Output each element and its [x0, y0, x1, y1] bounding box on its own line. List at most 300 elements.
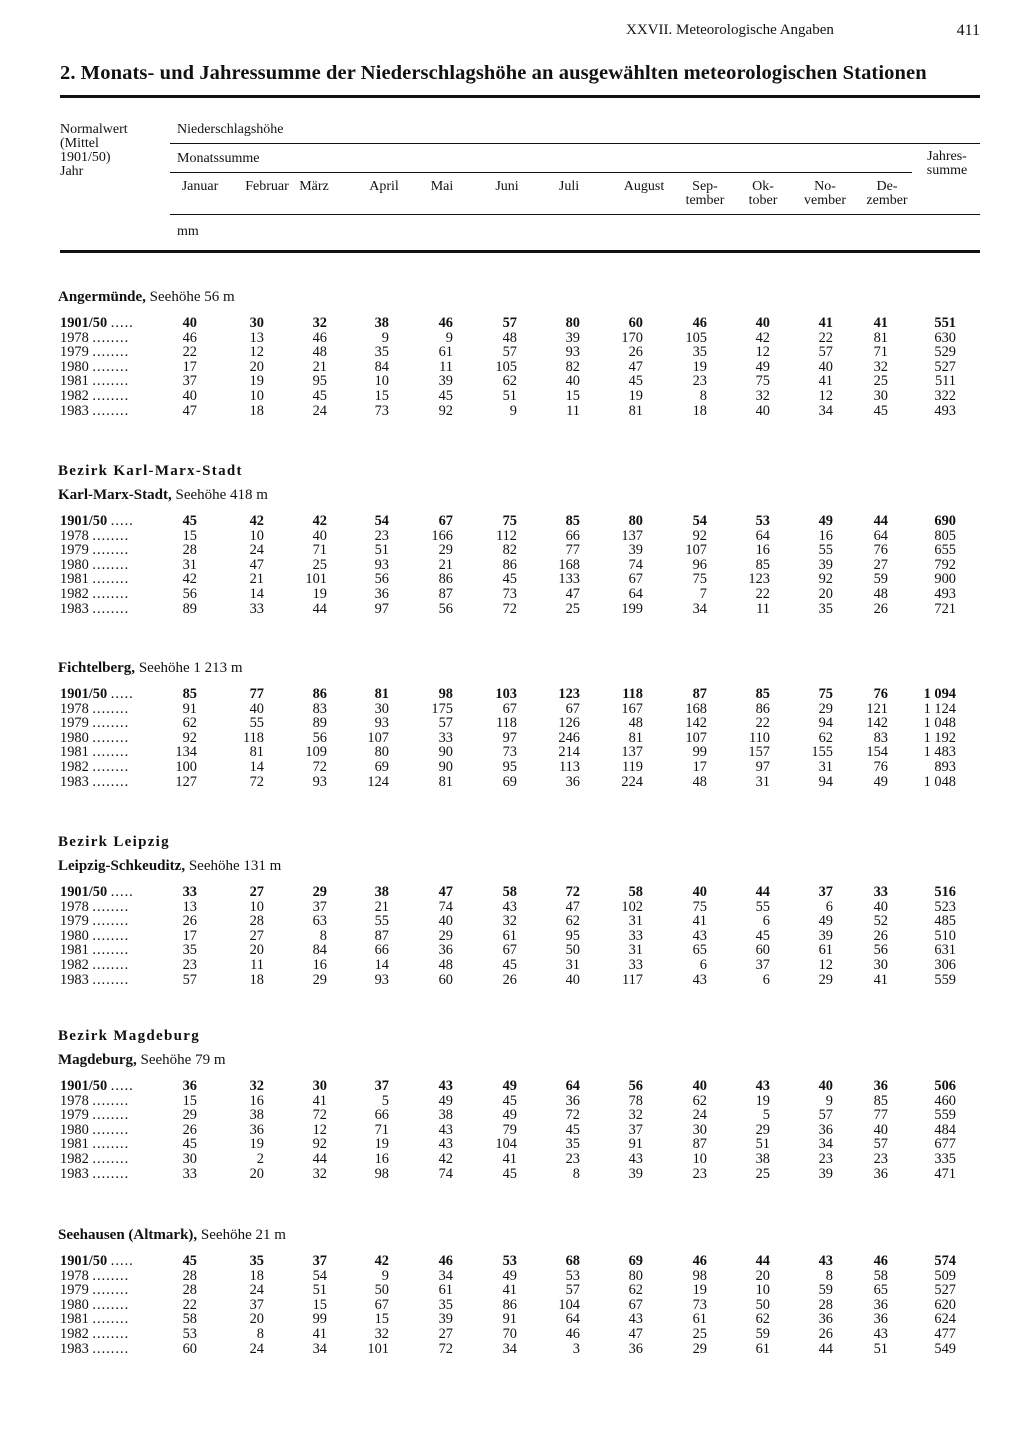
cell-month-12: 49 [873, 773, 888, 790]
cell-month-4: 15 [374, 388, 389, 404]
cell-month-8: 33 [628, 957, 643, 973]
cell-month-1: 23 [182, 957, 197, 973]
table-row [0, 1298, 1024, 1313]
cell-month-10: 22 [755, 586, 770, 602]
cell-month-9: 24 [692, 1107, 707, 1124]
table-row [0, 1094, 1024, 1109]
row-year-label: 1982 [60, 1152, 89, 1167]
cell-month-6: 51 [502, 388, 517, 404]
cell-month-2: 30 [249, 315, 264, 331]
row-leader-dots: ..... [110, 514, 134, 529]
row-year-label: 1983 [60, 774, 89, 790]
cell-month-6: 45 [502, 957, 517, 973]
cell-annual-sum: 322 [934, 388, 956, 404]
cell-month-12: 36 [873, 1165, 888, 1182]
cell-month-4: 124 [367, 773, 389, 790]
cell-month-3: 84 [312, 942, 327, 959]
row-year-label: 1979 [60, 543, 89, 558]
cell-month-11: 94 [818, 715, 833, 732]
cell-month-5: 29 [438, 542, 453, 559]
cell-month-12: 32 [873, 358, 888, 375]
cell-annual-sum: 655 [934, 542, 956, 559]
cell-month-8: 26 [628, 344, 643, 361]
cell-month-10: 6 [762, 913, 770, 930]
table-row [0, 885, 1024, 900]
row-year-label: 1978 [60, 899, 89, 915]
cell-month-2: 27 [249, 927, 264, 944]
row-leader-dots: ........ [92, 1283, 130, 1298]
row-leader-dots: ........ [92, 716, 130, 731]
row-year-label: 1979 [60, 716, 89, 731]
row-year-label: 1979 [60, 914, 89, 929]
cell-month-8: 60 [628, 315, 643, 331]
cell-month-4: 10 [374, 373, 389, 390]
row-leader-dots: ........ [92, 972, 130, 988]
cell-month-5: 38 [438, 1107, 453, 1124]
cell-month-1: 33 [182, 884, 197, 900]
cell-month-9: 87 [692, 1136, 707, 1153]
cell-month-6: 79 [502, 1121, 517, 1138]
cell-annual-sum: 559 [934, 1107, 956, 1124]
cell-month-5: 87 [438, 586, 453, 602]
station-heading [58, 289, 235, 306]
cell-month-9: 107 [685, 729, 707, 746]
cell-annual-sum: 792 [934, 556, 956, 573]
table-title: 2. Monats- und Jahressumme der Niederschlagshöhe an ausgewählten meteorologischen Stationen [60, 62, 927, 84]
cell-month-5: 29 [438, 927, 453, 944]
cell-month-1: 57 [182, 971, 197, 988]
cell-month-5: 27 [438, 1326, 453, 1342]
cell-month-4: 32 [374, 1326, 389, 1342]
cell-annual-sum: 527 [934, 358, 956, 375]
cell-annual-sum: 460 [934, 1092, 956, 1109]
cell-month-10: 6 [762, 971, 770, 988]
cell-month-5: 72 [438, 1340, 453, 1357]
month-header-9-line-2: tember [685, 193, 725, 208]
cell-month-5: 81 [438, 773, 453, 790]
cell-month-4: 14 [374, 957, 389, 973]
station-elevation: Seehöhe 56 m [149, 289, 235, 305]
cell-annual-sum: 900 [934, 571, 956, 588]
cell-month-4: 9 [381, 329, 389, 346]
cell-month-12: 58 [873, 1267, 888, 1284]
cell-month-2: 37 [249, 1296, 264, 1313]
cell-month-11: 57 [818, 1107, 833, 1124]
month-header-11-line-2: vember [804, 193, 846, 208]
cell-month-11: 36 [818, 1311, 833, 1328]
cell-month-4: 80 [374, 744, 389, 761]
cell-month-4: 21 [374, 898, 389, 915]
cell-annual-sum: 493 [934, 402, 956, 419]
row-year-label: 1980 [60, 730, 89, 746]
cell-month-2: 21 [249, 571, 264, 588]
cell-month-1: 60 [182, 1340, 197, 1357]
cell-month-4: 23 [374, 527, 389, 544]
cell-month-2: 20 [249, 1311, 264, 1328]
cell-month-5: 98 [438, 686, 453, 702]
header-bottom-rule [60, 250, 980, 253]
cell-month-2: 11 [250, 957, 264, 973]
cell-month-8: 47 [628, 1326, 643, 1342]
header-group-label: Niederschlagshöhe [177, 122, 284, 137]
cell-month-8: 224 [621, 773, 643, 790]
cell-month-7: 53 [565, 1267, 580, 1284]
cell-month-4: 73 [374, 402, 389, 419]
row-leader-dots: ........ [92, 1152, 130, 1167]
cell-month-9: 18 [692, 402, 707, 419]
cell-month-5: 92 [438, 402, 453, 419]
cell-month-3: 71 [312, 542, 327, 559]
header-sub-label: Monatssumme [177, 151, 260, 166]
region-heading: Bezirk Karl-Marx-Stadt [58, 463, 243, 479]
cell-month-4: 38 [374, 884, 389, 900]
row-leader-dots: ........ [92, 730, 130, 746]
cell-month-10: 44 [755, 1253, 770, 1269]
cell-month-5: 43 [438, 1136, 453, 1153]
cell-month-8: 67 [628, 571, 643, 588]
cell-month-8: 69 [628, 1253, 643, 1269]
cell-month-6: 41 [502, 1282, 517, 1299]
cell-month-1: 40 [182, 315, 197, 331]
cell-month-4: 38 [374, 315, 389, 331]
cell-month-11: 23 [818, 1151, 833, 1167]
cell-month-6: 34 [502, 1340, 517, 1357]
cell-month-4: 87 [374, 927, 389, 944]
row-leader-dots: ........ [92, 557, 130, 573]
header-rule-months [170, 172, 912, 173]
header-rule-unit [170, 214, 980, 215]
table-row [0, 543, 1024, 558]
cell-month-12: 36 [873, 1078, 888, 1094]
cell-month-7: 8 [572, 1165, 580, 1182]
cell-annual-sum: 523 [934, 898, 956, 915]
cell-month-10: 40 [755, 402, 770, 419]
cell-month-4: 93 [374, 556, 389, 573]
cell-month-3: 32 [312, 1165, 327, 1182]
title-rule [60, 95, 980, 98]
cell-month-2: 18 [249, 1267, 264, 1284]
month-header-5: Mai [430, 179, 454, 194]
cell-month-2: 118 [242, 729, 264, 746]
cell-month-7: 50 [565, 942, 580, 959]
month-header-10-line-1: Ok- [752, 179, 774, 194]
cell-month-11: 44 [818, 1340, 833, 1357]
station-elevation: Seehöhe 418 m [175, 487, 268, 503]
row-year-label: 1982 [60, 760, 89, 775]
table-row [0, 1342, 1024, 1357]
cell-month-1: 100 [175, 759, 197, 775]
cell-month-9: 19 [692, 1282, 707, 1299]
cell-month-12: 43 [873, 1326, 888, 1342]
cell-month-9: 40 [692, 884, 707, 900]
cell-month-4: 66 [374, 942, 389, 959]
row-leader-dots: ........ [92, 701, 130, 717]
cell-month-4: 37 [374, 1078, 389, 1094]
cell-month-11: 35 [818, 600, 833, 617]
cell-annual-sum: 620 [934, 1296, 956, 1313]
cell-month-12: 41 [873, 971, 888, 988]
row-year-label: 1979 [60, 1108, 89, 1123]
cell-month-7: 39 [565, 329, 580, 346]
cell-month-5: 40 [438, 913, 453, 930]
cell-month-2: 24 [249, 1340, 264, 1357]
row-year-label: 1983 [60, 1166, 89, 1182]
cell-month-12: 23 [873, 1151, 888, 1167]
row-leader-dots: ........ [92, 1137, 130, 1152]
cell-month-4: 107 [367, 729, 389, 746]
cell-month-3: 29 [312, 884, 327, 900]
table-row [0, 1079, 1024, 1094]
cell-month-9: 29 [692, 1340, 707, 1357]
cell-month-3: 99 [312, 1311, 327, 1328]
cell-month-2: 32 [249, 1078, 264, 1094]
cell-annual-sum: 1 094 [923, 686, 956, 702]
cell-month-10: 157 [748, 744, 770, 761]
cell-annual-sum: 306 [934, 957, 956, 973]
cell-month-10: 38 [755, 1151, 770, 1167]
cell-annual-sum: 630 [934, 329, 956, 346]
cell-month-11: 22 [818, 329, 833, 346]
cell-month-7: 82 [565, 358, 580, 375]
cell-month-9: 17 [692, 759, 707, 775]
cell-month-2: 18 [249, 402, 264, 419]
row-leader-dots: ........ [92, 745, 130, 760]
table-row [0, 929, 1024, 944]
cell-month-10: 62 [755, 1311, 770, 1328]
station-heading [58, 858, 281, 875]
cell-month-9: 46 [692, 315, 707, 331]
station-name: Angermünde, [58, 289, 146, 305]
cell-month-11: 29 [818, 971, 833, 988]
cell-month-9: 7 [699, 586, 707, 602]
cell-month-1: 45 [182, 513, 197, 529]
cell-month-12: 40 [873, 898, 888, 915]
cell-annual-sum: 551 [934, 315, 956, 331]
cell-month-1: 26 [182, 913, 197, 930]
cell-month-4: 9 [381, 1267, 389, 1284]
cell-month-10: 42 [755, 329, 770, 346]
cell-month-1: 17 [182, 358, 197, 375]
cell-month-12: 56 [873, 942, 888, 959]
cell-month-3: 24 [312, 402, 327, 419]
cell-month-3: 25 [312, 556, 327, 573]
station-heading [58, 1052, 225, 1069]
cell-month-6: 41 [502, 1151, 517, 1167]
cell-month-6: 95 [502, 759, 517, 775]
row-leader-dots: ........ [92, 1122, 130, 1138]
row-leader-dots: ........ [92, 389, 130, 404]
row-leader-dots: ..... [110, 316, 134, 331]
cell-month-6: 69 [502, 773, 517, 790]
cell-month-7: 77 [565, 542, 580, 559]
cell-month-12: 59 [873, 571, 888, 588]
table-row [0, 943, 1024, 958]
cell-month-9: 23 [692, 1165, 707, 1182]
cell-month-2: 33 [249, 600, 264, 617]
cell-month-4: 35 [374, 344, 389, 361]
running-head-section: XXVII. Meteorologische Angaben [626, 22, 834, 38]
cell-month-8: 37 [628, 1121, 643, 1138]
cell-month-8: 31 [628, 913, 643, 930]
cell-month-2: 72 [249, 773, 264, 790]
cell-month-7: 67 [565, 700, 580, 717]
cell-month-6: 75 [502, 513, 517, 529]
cell-month-3: 92 [312, 1136, 327, 1153]
cell-month-2: 28 [249, 913, 264, 930]
cell-month-6: 43 [502, 898, 517, 915]
cell-month-5: 34 [438, 1267, 453, 1284]
cell-month-11: 9 [825, 1092, 833, 1109]
row-leader-dots: ..... [110, 687, 134, 702]
cell-month-11: 28 [818, 1296, 833, 1313]
cell-month-8: 48 [628, 715, 643, 732]
row-year-label: 1901/50 [60, 885, 108, 900]
cell-month-4: 55 [374, 913, 389, 930]
cell-month-6: 49 [502, 1107, 517, 1124]
cell-annual-sum: 677 [934, 1136, 956, 1153]
table-row [0, 1283, 1024, 1298]
table-row [0, 514, 1024, 529]
cell-month-7: 36 [565, 773, 580, 790]
cell-month-6: 97 [502, 729, 517, 746]
table-row [0, 1137, 1024, 1152]
cell-month-12: 25 [873, 373, 888, 390]
header-year-line-2: (Mittel [60, 136, 99, 151]
cell-month-1: 56 [182, 586, 197, 602]
station-elevation: Seehöhe 21 m [200, 1227, 286, 1243]
cell-month-9: 19 [692, 358, 707, 375]
cell-month-3: 34 [312, 1340, 327, 1357]
cell-month-11: 43 [818, 1253, 833, 1269]
cell-month-10: 44 [755, 884, 770, 900]
cell-month-6: 112 [495, 527, 517, 544]
cell-month-3: 56 [312, 729, 327, 746]
row-year-label: 1981 [60, 943, 89, 958]
cell-month-6: 32 [502, 913, 517, 930]
cell-month-5: 39 [438, 373, 453, 390]
cell-month-3: 48 [312, 344, 327, 361]
row-leader-dots: ........ [92, 528, 130, 544]
cell-month-12: 33 [873, 884, 888, 900]
cell-month-5: 61 [438, 344, 453, 361]
header-unit: mm [177, 224, 199, 239]
row-leader-dots: ........ [92, 601, 130, 617]
cell-month-8: 33 [628, 927, 643, 944]
row-leader-dots: ........ [92, 899, 130, 915]
cell-month-4: 101 [367, 1340, 389, 1357]
cell-month-8: 39 [628, 1165, 643, 1182]
cell-month-11: 41 [818, 315, 833, 331]
cell-month-3: 19 [312, 586, 327, 602]
cell-month-2: 35 [249, 1253, 264, 1269]
cell-month-5: 56 [438, 600, 453, 617]
cell-month-10: 60 [755, 942, 770, 959]
cell-month-9: 35 [692, 344, 707, 361]
row-year-label: 1978 [60, 1093, 89, 1109]
cell-month-12: 46 [873, 1253, 888, 1269]
cell-month-11: 26 [818, 1326, 833, 1342]
cell-month-5: 21 [438, 556, 453, 573]
cell-month-3: 83 [312, 700, 327, 717]
cell-month-11: 39 [818, 556, 833, 573]
cell-month-8: 170 [621, 329, 643, 346]
cell-month-10: 85 [755, 686, 770, 702]
cell-month-9: 62 [692, 1092, 707, 1109]
cell-month-4: 50 [374, 1282, 389, 1299]
cell-month-9: 168 [685, 700, 707, 717]
cell-month-3: 63 [312, 913, 327, 930]
cell-month-3: 101 [305, 571, 327, 588]
cell-month-7: 35 [565, 1136, 580, 1153]
cell-month-7: 126 [558, 715, 580, 732]
row-leader-dots: ........ [92, 572, 130, 587]
cell-month-7: 40 [565, 971, 580, 988]
row-year-label: 1980 [60, 557, 89, 573]
cell-annual-sum: 509 [934, 1267, 956, 1284]
cell-month-4: 51 [374, 542, 389, 559]
table-row [0, 558, 1024, 573]
row-leader-dots: ........ [92, 359, 130, 375]
cell-month-4: 19 [374, 1136, 389, 1153]
cell-month-5: 74 [438, 898, 453, 915]
cell-month-3: 41 [312, 1092, 327, 1109]
cell-month-1: 28 [182, 1282, 197, 1299]
cell-month-8: 56 [628, 1078, 643, 1094]
cell-month-2: 42 [249, 513, 264, 529]
cell-month-12: 65 [873, 1282, 888, 1299]
row-year-label: 1983 [60, 403, 89, 419]
table-row [0, 1167, 1024, 1182]
row-year-label: 1901/50 [60, 1254, 108, 1269]
cell-month-2: 10 [249, 388, 264, 404]
cell-month-9: 142 [685, 715, 707, 732]
cell-annual-sum: 805 [934, 527, 956, 544]
header-year-line-1: Normalwert [60, 122, 128, 137]
cell-month-5: 42 [438, 1151, 453, 1167]
cell-month-12: 27 [873, 556, 888, 573]
row-year-label: 1978 [60, 701, 89, 717]
cell-month-3: 16 [312, 957, 327, 973]
cell-month-6: 57 [502, 315, 517, 331]
cell-month-8: 102 [621, 898, 643, 915]
cell-month-8: 74 [628, 556, 643, 573]
row-year-label: 1983 [60, 972, 89, 988]
cell-month-3: 12 [312, 1121, 327, 1138]
table-row [0, 404, 1024, 419]
cell-month-1: 127 [175, 773, 197, 790]
cell-month-8: 137 [621, 744, 643, 761]
cell-month-3: 40 [312, 527, 327, 544]
cell-month-5: 49 [438, 1092, 453, 1109]
cell-month-6: 91 [502, 1311, 517, 1328]
cell-month-5: 45 [438, 388, 453, 404]
cell-month-10: 22 [755, 715, 770, 732]
cell-month-5: 166 [431, 527, 453, 544]
table-row [0, 702, 1024, 717]
cell-month-4: 42 [374, 1253, 389, 1269]
row-year-label: 1982 [60, 1327, 89, 1342]
month-header-10-line-2: tober [748, 193, 778, 208]
cell-month-11: 6 [825, 898, 833, 915]
cell-month-12: 71 [873, 344, 888, 361]
table-row [0, 1108, 1024, 1123]
cell-month-1: 134 [175, 744, 197, 761]
cell-month-9: 61 [692, 1311, 707, 1328]
cell-month-11: 20 [818, 586, 833, 602]
table-row [0, 529, 1024, 544]
cell-month-4: 97 [374, 600, 389, 617]
cell-month-6: 62 [502, 373, 517, 390]
